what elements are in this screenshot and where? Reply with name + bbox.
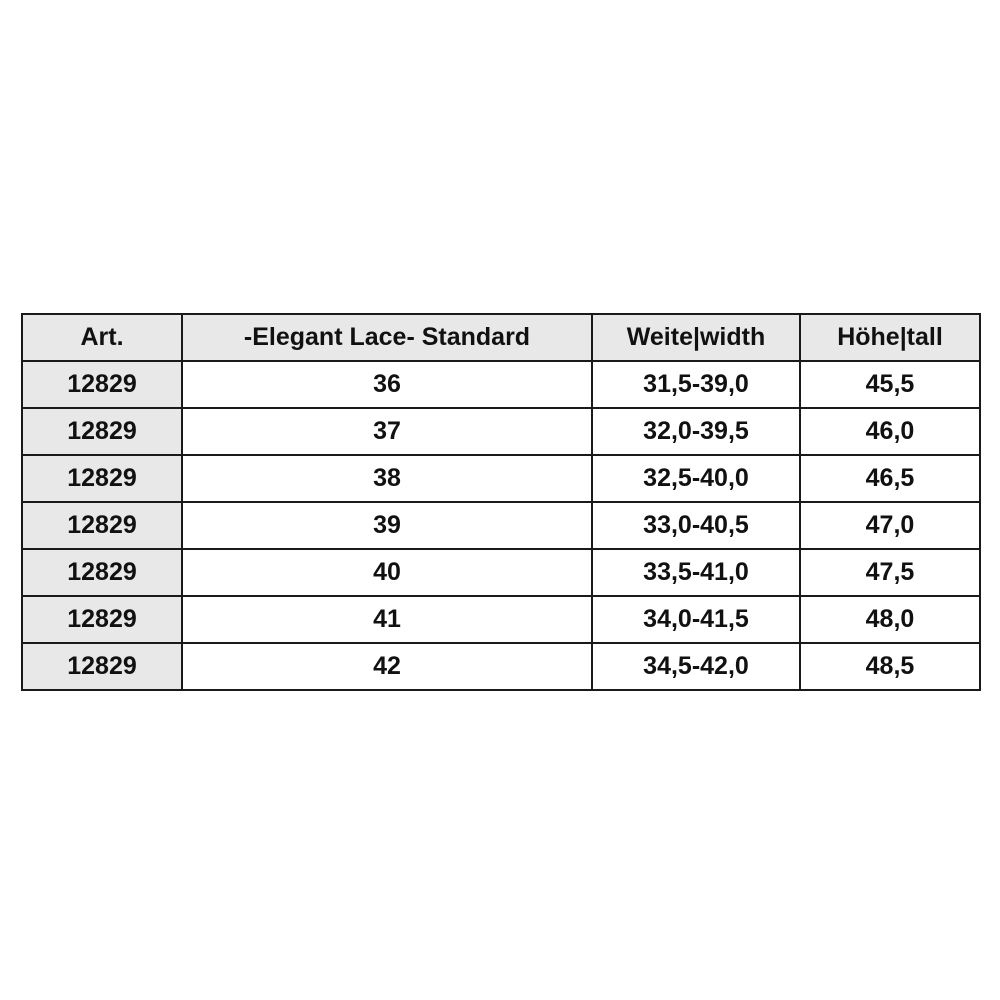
cell-art: 12829 bbox=[22, 643, 182, 690]
cell-height: 48,0 bbox=[800, 596, 980, 643]
cell-width: 34,5-42,0 bbox=[592, 643, 800, 690]
cell-model: 42 bbox=[182, 643, 592, 690]
table-row bbox=[22, 455, 980, 502]
cell-model: 39 bbox=[182, 502, 592, 549]
cell-width: 33,0-40,5 bbox=[592, 502, 800, 549]
column-header-width: Weite|width bbox=[592, 314, 800, 361]
table-row bbox=[22, 549, 980, 596]
cell-model: 40 bbox=[182, 549, 592, 596]
cell-height: 46,0 bbox=[800, 408, 980, 455]
cell-width: 32,0-39,5 bbox=[592, 408, 800, 455]
cell-art: 12829 bbox=[22, 361, 182, 408]
table-row bbox=[22, 408, 980, 455]
table-row bbox=[22, 596, 980, 643]
cell-height: 46,5 bbox=[800, 455, 980, 502]
cell-width: 34,0-41,5 bbox=[592, 596, 800, 643]
table-row bbox=[22, 643, 980, 690]
cell-art: 12829 bbox=[22, 455, 182, 502]
table-row bbox=[22, 361, 980, 408]
cell-art: 12829 bbox=[22, 408, 182, 455]
cell-height: 45,5 bbox=[800, 361, 980, 408]
cell-model: 37 bbox=[182, 408, 592, 455]
table-body bbox=[22, 361, 980, 690]
table-header-row bbox=[22, 314, 980, 361]
column-header-model: -Elegant Lace- Standard bbox=[182, 314, 592, 361]
cell-width: 33,5-41,0 bbox=[592, 549, 800, 596]
cell-height: 47,5 bbox=[800, 549, 980, 596]
table-row bbox=[22, 502, 980, 549]
cell-art: 12829 bbox=[22, 549, 182, 596]
cell-width: 31,5-39,0 bbox=[592, 361, 800, 408]
size-chart bbox=[21, 313, 979, 691]
size-table bbox=[21, 313, 981, 691]
cell-model: 41 bbox=[182, 596, 592, 643]
cell-art: 12829 bbox=[22, 502, 182, 549]
column-header-art: Art. bbox=[22, 314, 182, 361]
cell-model: 36 bbox=[182, 361, 592, 408]
cell-height: 47,0 bbox=[800, 502, 980, 549]
table-header bbox=[22, 314, 980, 361]
cell-height: 48,5 bbox=[800, 643, 980, 690]
cell-model: 38 bbox=[182, 455, 592, 502]
cell-width: 32,5-40,0 bbox=[592, 455, 800, 502]
column-header-height: Höhe|tall bbox=[800, 314, 980, 361]
cell-art: 12829 bbox=[22, 596, 182, 643]
